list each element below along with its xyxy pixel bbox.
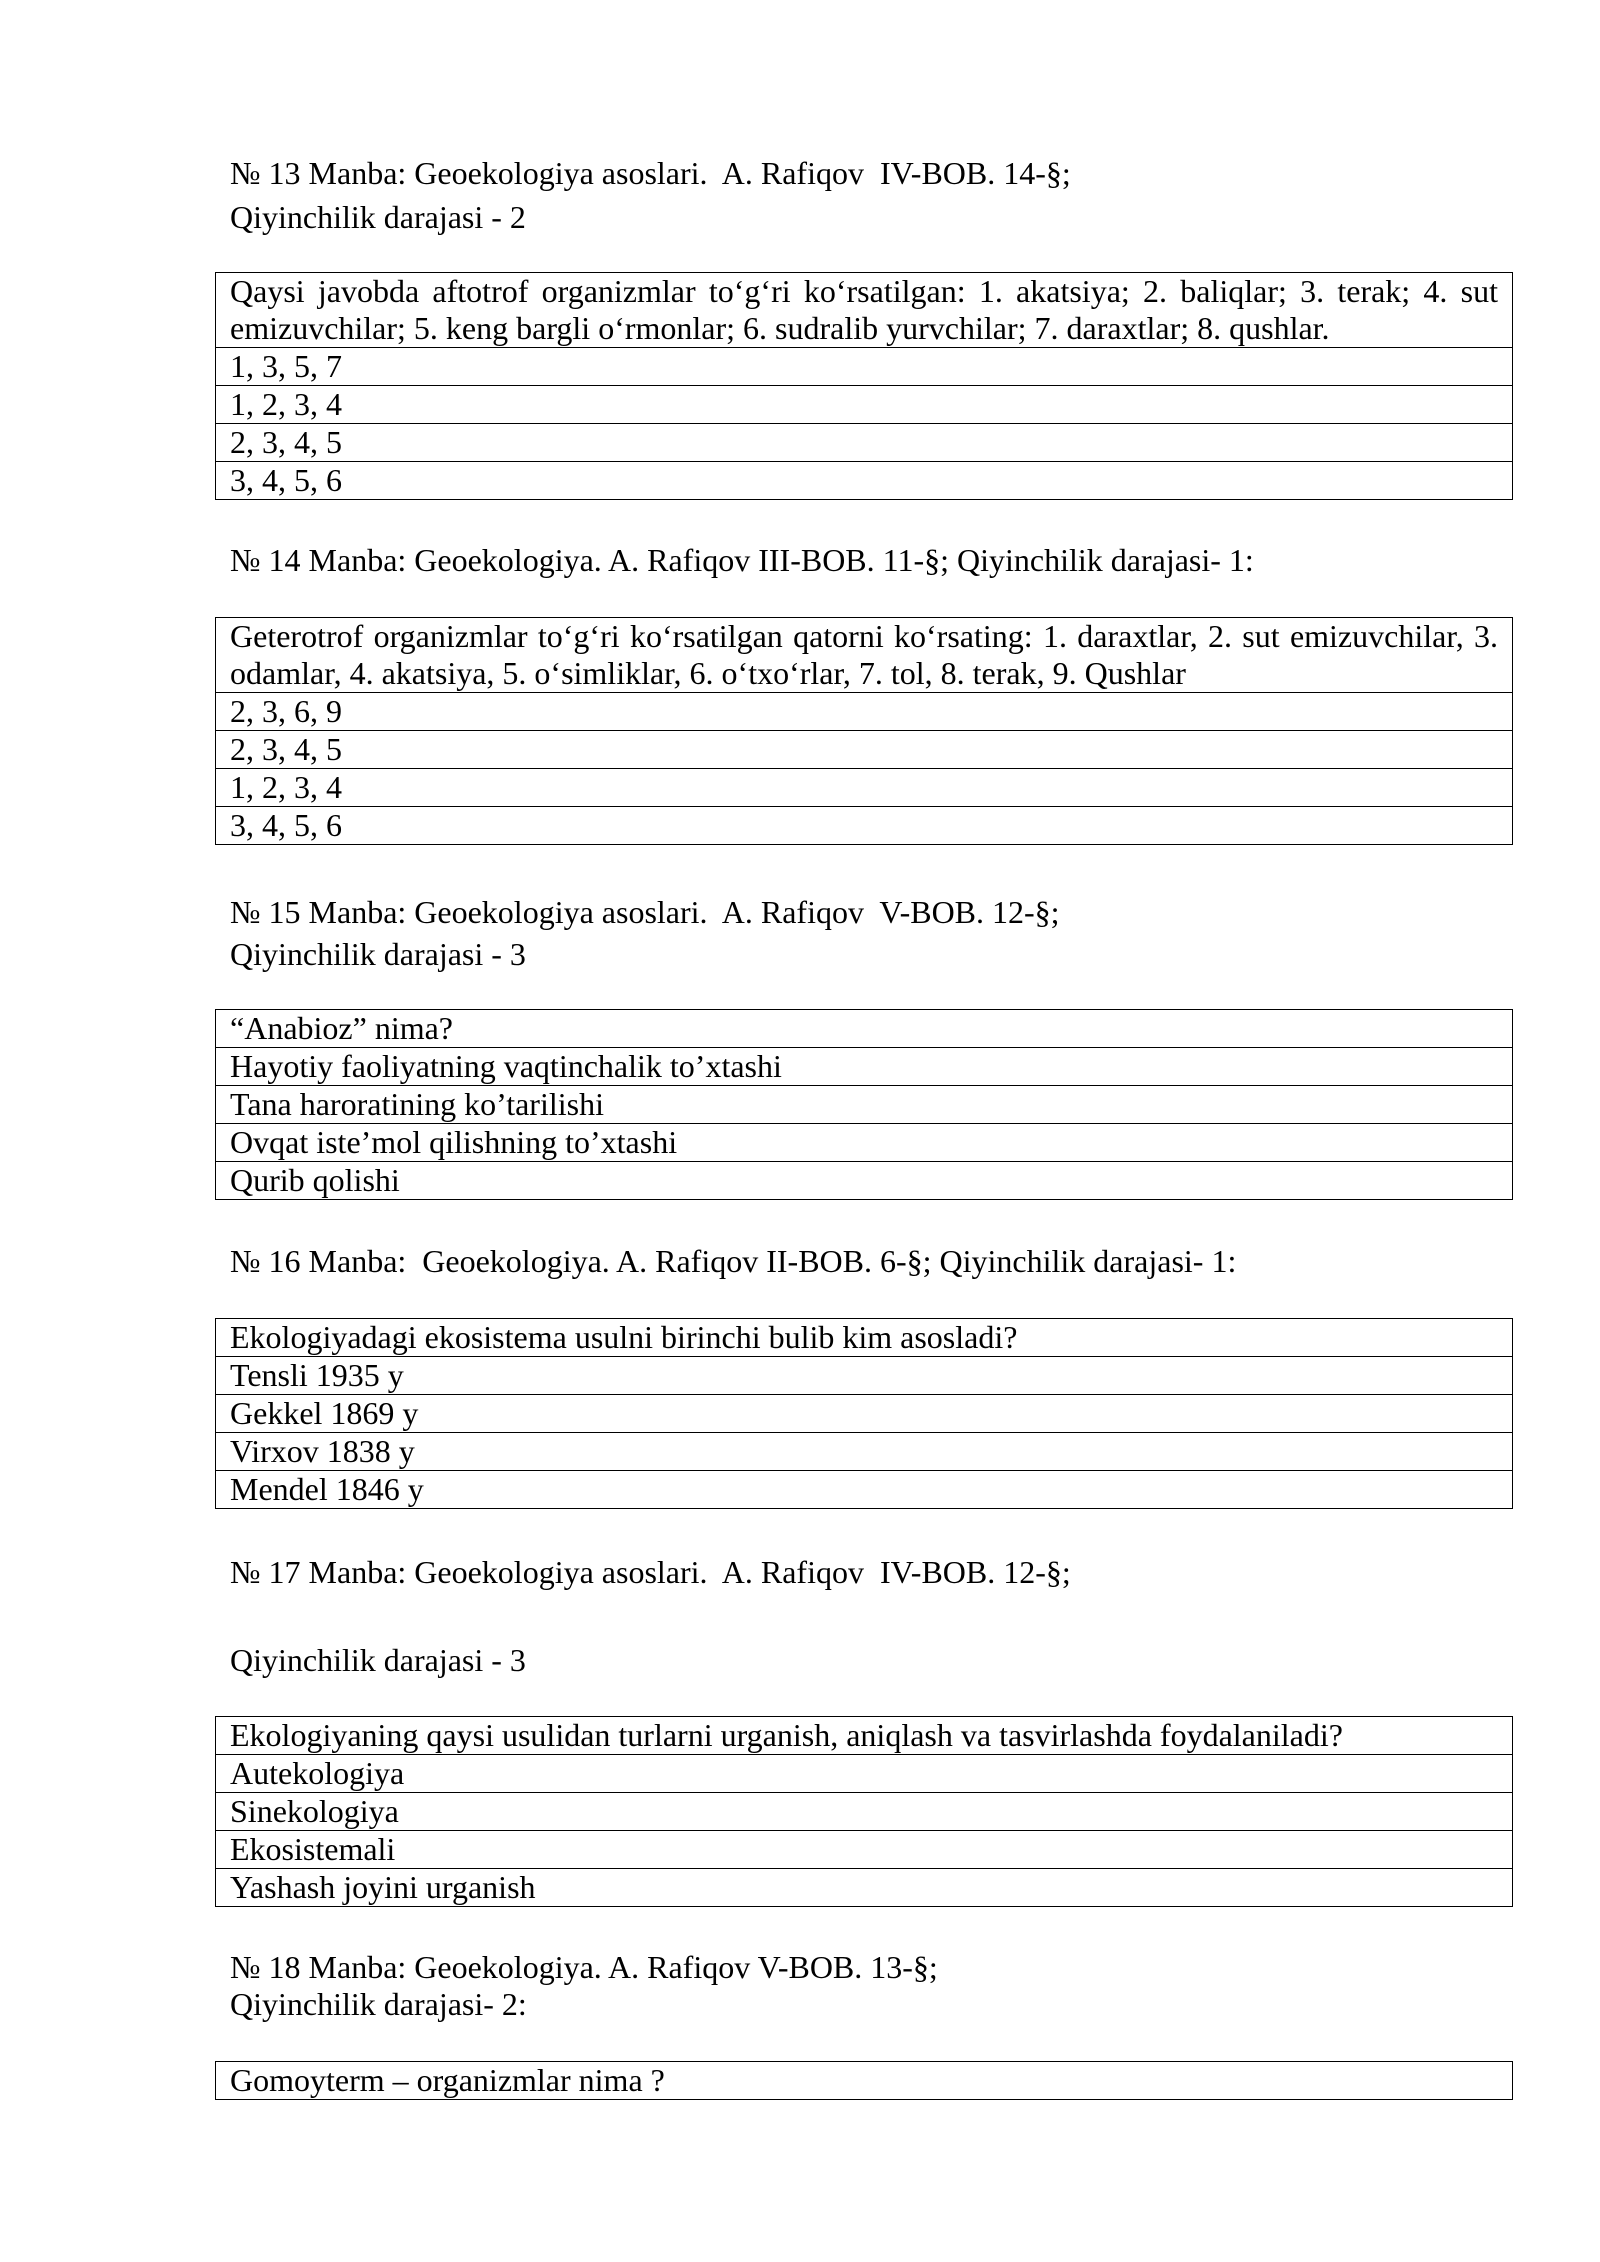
answer-row — [216, 1124, 1513, 1162]
answer-row — [216, 1086, 1513, 1124]
question-text: Ekologiyaning qaysi usulidan turlarni urganish, aniqlash va tasvirlashda foydalaniladi? — [216, 1717, 1513, 1755]
answer-row — [216, 1433, 1513, 1471]
answer-option: Tana haroratining ko’tarilishi — [216, 1086, 1513, 1124]
answer-row — [216, 1793, 1513, 1831]
question-source-header: № 16 Manba: Geoekologiya. A. Rafiqov II-BOB. 6-§; Qiyinchilik darajasi- 1: — [230, 1243, 1237, 1279]
answer-row — [216, 1471, 1513, 1509]
question-difficulty: Qiyinchilik darajasi - 3 — [230, 936, 526, 972]
answer-option: 2, 3, 4, 5 — [216, 424, 1513, 462]
answer-row — [216, 348, 1513, 386]
question-row — [216, 1319, 1513, 1357]
question-table — [215, 617, 1513, 845]
answer-row — [216, 731, 1513, 769]
answer-option: Qurib qolishi — [216, 1162, 1513, 1200]
question-text: Ekologiyadagi ekosistema usulni birinchi bulib kim asosladi? — [216, 1319, 1513, 1357]
answer-option: Virxov 1838 y — [216, 1433, 1513, 1471]
question-source-header: № 18 Manba: Geoekologiya. A. Rafiqov V-BOB. 13-§; — [230, 1949, 938, 1985]
answer-option: Ovqat iste’mol qilishning to’xtashi — [216, 1124, 1513, 1162]
question-table — [215, 1318, 1513, 1509]
question-source-header: № 13 Manba: Geoekologiya asoslari. A. Rafiqov IV-BOB. 14-§; — [230, 155, 1071, 191]
question-difficulty: Qiyinchilik darajasi - 2 — [230, 199, 526, 235]
answer-row — [216, 462, 1513, 500]
answer-option: Tensli 1935 y — [216, 1357, 1513, 1395]
answer-option: 2, 3, 4, 5 — [216, 731, 1513, 769]
answer-row — [216, 807, 1513, 845]
answer-row — [216, 769, 1513, 807]
answer-row — [216, 1755, 1513, 1793]
question-row — [216, 2062, 1513, 2100]
question-text: Qaysi javobda aftotrof organizmlar to‘g‘ri ko‘rsatilgan: 1. akatsiya; 2. baliqlar; 3. terak; 4. sut emizuvchilar; 5. keng bargli o‘rmonlar; 6. sudralib yurvchilar; 7. daraxtlar; 8. qushlar. — [216, 273, 1513, 348]
answer-option: 2, 3, 6, 9 — [216, 693, 1513, 731]
question-text: Geterotrof organizmlar to‘g‘ri ko‘rsatilgan qatorni ko‘rsating: 1. daraxtlar, 2. sut emizuvchilar, 3. odamlar, 4. akatsiya, 5. o‘simliklar, 6. o‘txo‘rlar, 7. tol, 8. terak, 9. Qushlar — [216, 618, 1513, 693]
answer-row — [216, 1048, 1513, 1086]
answer-row — [216, 1162, 1513, 1200]
answer-option: Yashash joyini urganish — [216, 1869, 1513, 1907]
answer-option: Ekosistemali — [216, 1831, 1513, 1869]
answer-option: 1, 2, 3, 4 — [216, 386, 1513, 424]
question-difficulty: Qiyinchilik darajasi- 2: — [230, 1986, 527, 2022]
answer-row — [216, 1357, 1513, 1395]
question-text: “Anabioz” nima? — [216, 1010, 1513, 1048]
question-row — [216, 1717, 1513, 1755]
answer-row — [216, 424, 1513, 462]
answer-option: 1, 3, 5, 7 — [216, 348, 1513, 386]
question-table — [215, 1716, 1513, 1907]
answer-row — [216, 1395, 1513, 1433]
answer-row — [216, 693, 1513, 731]
question-text: Gomoyterm – organizmlar nima ? — [216, 2062, 1513, 2100]
question-source-header: № 17 Manba: Geoekologiya asoslari. A. Rafiqov IV-BOB. 12-§; — [230, 1554, 1071, 1590]
answer-row — [216, 1831, 1513, 1869]
question-table — [215, 272, 1513, 500]
answer-option: Hayotiy faoliyatning vaqtinchalik to’xtashi — [216, 1048, 1513, 1086]
answer-option: 1, 2, 3, 4 — [216, 769, 1513, 807]
answer-option: Autekologiya — [216, 1755, 1513, 1793]
answer-row — [216, 386, 1513, 424]
question-source-header: № 15 Manba: Geoekologiya asoslari. A. Rafiqov V-BOB. 12-§; — [230, 894, 1060, 930]
question-row — [216, 618, 1513, 693]
answer-option: Sinekologiya — [216, 1793, 1513, 1831]
answer-option: 3, 4, 5, 6 — [216, 807, 1513, 845]
question-table — [215, 2061, 1513, 2100]
question-table — [215, 1009, 1513, 1200]
answer-row — [216, 1869, 1513, 1907]
answer-option: Gekkel 1869 y — [216, 1395, 1513, 1433]
answer-option: 3, 4, 5, 6 — [216, 462, 1513, 500]
answer-option: Mendel 1846 y — [216, 1471, 1513, 1509]
question-row — [216, 273, 1513, 348]
question-row — [216, 1010, 1513, 1048]
question-difficulty: Qiyinchilik darajasi - 3 — [230, 1642, 526, 1678]
question-source-header: № 14 Manba: Geoekologiya. A. Rafiqov III-BOB. 11-§; Qiyinchilik darajasi- 1: — [230, 542, 1254, 578]
